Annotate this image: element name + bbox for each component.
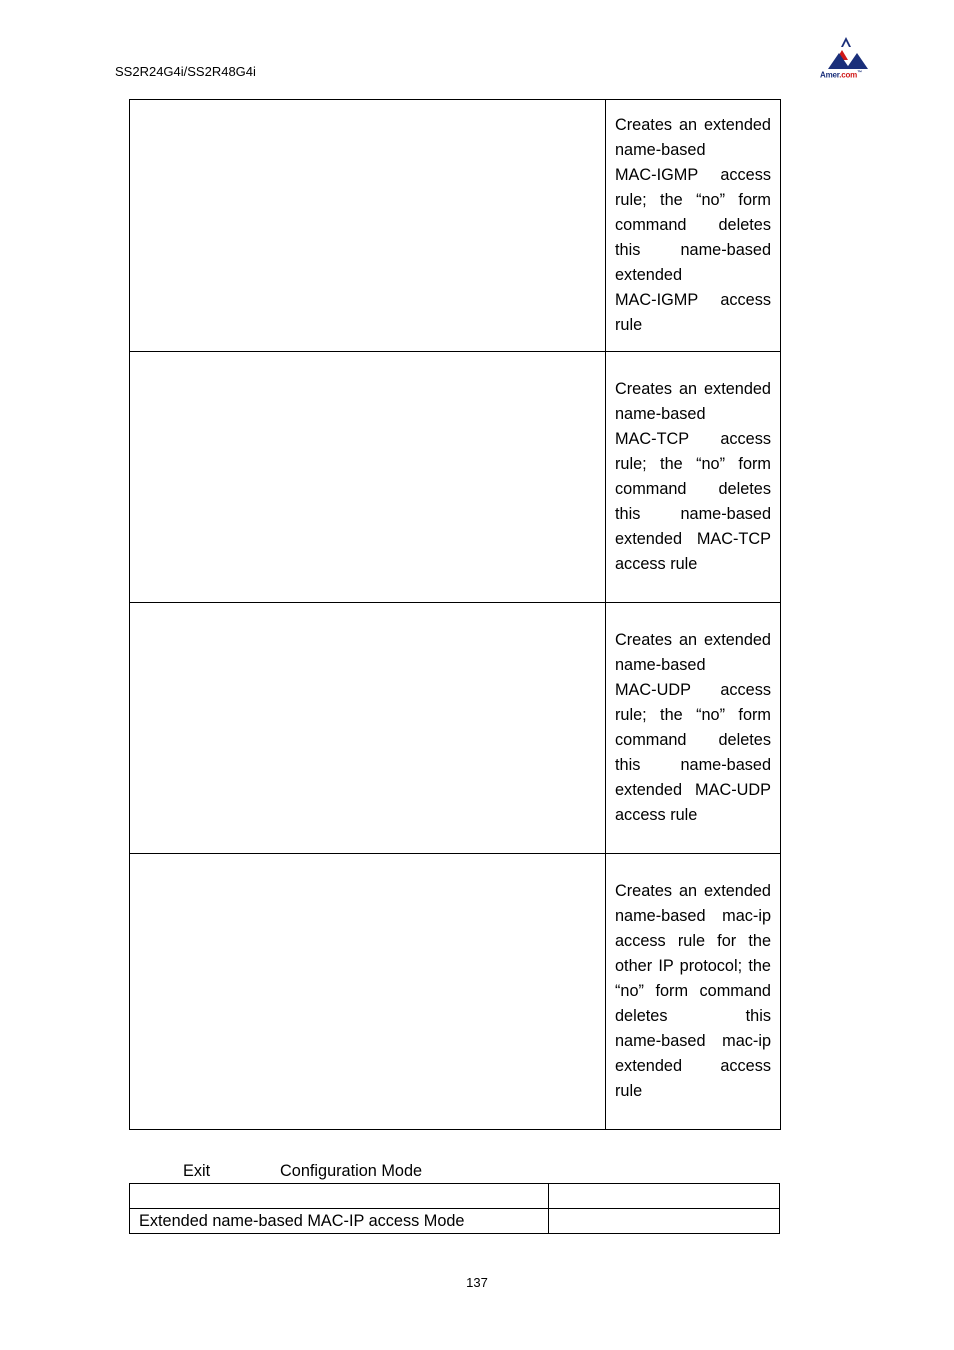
command-cell — [130, 854, 606, 1130]
description-line: access rule — [615, 806, 698, 824]
description-cell — [606, 100, 781, 352]
mode-cell: Extended name-based MAC-IP access Mode — [130, 1209, 549, 1234]
mode-cell — [549, 1209, 780, 1234]
description-line: other IP protocol; the — [615, 957, 771, 975]
configuration-mode-label: Configuration Mode — [280, 1162, 423, 1180]
description-line: extended access — [615, 1057, 771, 1075]
command-cell — [130, 100, 606, 352]
logo-text-main: Amer — [820, 70, 840, 80]
description-line: rule; the “no” form — [615, 455, 771, 473]
description-line: command deletes — [615, 480, 771, 498]
description-line: rule; the “no” form — [615, 706, 771, 724]
table-row — [130, 352, 781, 603]
document-header-title: SS2R24G4i/SS2R48G4i — [115, 64, 256, 79]
description-line: Creates an extended — [615, 380, 771, 398]
description-line: extended — [615, 266, 682, 284]
description-line: extended MAC-TCP — [615, 530, 771, 548]
mode-cell — [130, 1184, 549, 1209]
description-line: MAC-IGMP access — [615, 166, 771, 184]
description-line: name-based — [615, 656, 706, 674]
mode-table — [129, 1183, 780, 1234]
command-cell — [130, 352, 606, 603]
description-line: Creates an extended — [615, 116, 771, 134]
description-cell — [606, 352, 781, 603]
table-row — [130, 1184, 780, 1209]
description-line: “no” form command — [615, 982, 771, 1000]
description-line: rule — [615, 316, 643, 334]
description-line: rule — [615, 1082, 643, 1100]
command-cell — [130, 603, 606, 854]
description-line: command deletes — [615, 731, 771, 749]
description-line: MAC-TCP access — [615, 430, 771, 448]
description-line: access rule for the — [615, 932, 771, 950]
description-line: name-based mac-ip — [615, 907, 771, 925]
page-number: 137 — [466, 1275, 488, 1290]
mode-cell — [549, 1184, 780, 1209]
logo-tm: ™ — [857, 70, 862, 76]
amer-logo — [818, 36, 878, 82]
logo-mountain-icon — [818, 36, 878, 72]
description-line: Creates an extended — [615, 631, 771, 649]
description-line: MAC-IGMP access — [615, 291, 771, 309]
description-cell — [606, 854, 781, 1130]
exit-word: Exit — [183, 1162, 211, 1180]
description-line: Creates an extended — [615, 882, 771, 900]
table-row — [130, 603, 781, 854]
description-line: MAC-UDP access — [615, 681, 771, 699]
table-row — [130, 100, 781, 352]
description-line: extended MAC-UDP — [615, 781, 771, 799]
table-row — [130, 854, 781, 1130]
description-line: this name-based — [615, 756, 771, 774]
description-cell — [606, 603, 781, 854]
table-row — [130, 1209, 780, 1234]
description-line: access rule — [615, 555, 698, 573]
description-line: this name-based — [615, 505, 771, 523]
description-line: name-based — [615, 405, 706, 423]
description-line: name-based mac-ip — [615, 1032, 771, 1050]
description-line: command deletes — [615, 216, 771, 234]
command-table — [129, 99, 781, 1130]
description-line: rule; the “no” form — [615, 191, 771, 209]
description-line: deletes this — [615, 1007, 771, 1025]
description-line: this name-based — [615, 241, 771, 259]
logo-wordmark — [820, 70, 862, 80]
description-line: name-based — [615, 141, 706, 159]
logo-text-suffix: .com — [839, 70, 858, 80]
